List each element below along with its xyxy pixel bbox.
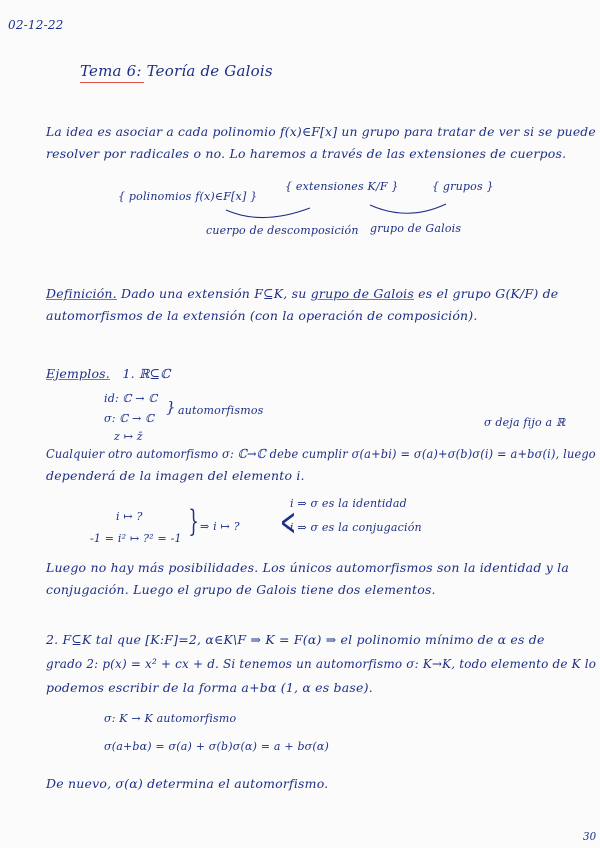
automorphism-brace: } <box>166 398 176 416</box>
any-automorphism-line-1: Cualquier otro automorfismo σ: ℂ→ℂ debe cumplir σ(a+bi) = σ(a)+σ(b)σ(i) = a+bσ(i), luego <box>46 446 596 461</box>
case-conjugation: -i ⇒ σ es la conjugación <box>286 521 422 534</box>
automorphism-brace-label: automorfismos <box>178 404 264 417</box>
neg1-map: -1 = i² ↦ ?² = -1 <box>90 532 182 545</box>
case-identity: i ⇒ σ es la identidad <box>290 497 407 510</box>
cases-brace: } <box>188 504 199 539</box>
i-question: ⇒ i ↦ ? <box>200 520 240 533</box>
conclusion-line-1: Luego no hay más posibilidades. Los únicos automorfismos son la identidad y la <box>46 560 569 575</box>
scheme-arc-1 <box>226 208 310 218</box>
conclusion-line-2: conjugación. Luego el grupo de Galois tiene dos elementos. <box>46 582 436 597</box>
example-2-line-2: grado 2: p(x) = x² + cx + d. Si tenemos un automorfismo σ: K→K, todo elemento de K lo <box>46 656 597 671</box>
intro-line-1: La idea es asociar a cada polinomio f(x)∈F[x] un grupo para tratar de ver si se puede <box>46 124 596 139</box>
scheme-label-descomposicion: cuerpo de descomposición <box>206 224 359 237</box>
cases-open: < <box>280 500 297 544</box>
title-text: Teoría de Galois <box>146 62 273 80</box>
intro-line-2: resolver por radicales o no. Lo haremos a través de las extensiones de cuerpos. <box>46 146 567 161</box>
definition-line-2: automorfismos de la extensión (con la operación de composición). <box>46 308 478 323</box>
sigma-map: σ: K → K automorfismo <box>104 712 237 725</box>
scheme-set-polinomios: { polinomios f(x)∈F[x] } <box>118 190 258 203</box>
fixes-note: σ deja fijo a ℝ <box>484 416 566 429</box>
i-map: i ↦ ? <box>116 510 143 523</box>
definition-text-a: Dado una extensión F⊆K, su <box>121 286 307 301</box>
examples-label: Ejemplos. <box>46 366 110 381</box>
example-2-line-3: podemos escribir de la forma a+bα (1, α es base). <box>46 680 373 695</box>
scheme-arc-2 <box>370 204 446 213</box>
definition-label: Definición. <box>46 286 117 301</box>
scheme-label-galois: grupo de Galois <box>370 222 462 235</box>
id-map: id: ℂ → ℂ <box>104 392 158 405</box>
examples-header <box>46 366 170 381</box>
z-map: z ↦ z̄ <box>114 430 143 443</box>
sigma-equation: σ(a+bα) = σ(a) + σ(b)σ(α) = a + bσ(α) <box>104 740 329 753</box>
definition-line-1 <box>46 286 558 301</box>
page-number: 30 <box>583 830 597 843</box>
scheme-set-extensiones: { extensiones K/F } <box>285 180 399 193</box>
scheme-set-grupos: { grupos } <box>432 180 494 193</box>
example-2-line-1: 2. F⊆K tal que [K:F]=2, α∈K\F ⇒ K = F(α) ⇒ el polinomio mínimo de α es de <box>46 632 545 647</box>
conj-map: σ: ℂ → ℂ <box>104 412 155 425</box>
date: 02-12-22 <box>8 18 64 32</box>
example-1-heading: 1. ℝ⊆ℂ <box>122 366 171 381</box>
definition-text-b: es el grupo G(K/F) de <box>418 286 559 301</box>
any-automorphism-line-2: dependerá de la imagen del elemento i. <box>46 468 305 483</box>
definition-term: grupo de Galois <box>310 286 414 301</box>
final-remark: De nuevo, σ(α) determina el automorfismo. <box>46 776 329 791</box>
title-prefix: Tema 6: <box>80 62 142 80</box>
